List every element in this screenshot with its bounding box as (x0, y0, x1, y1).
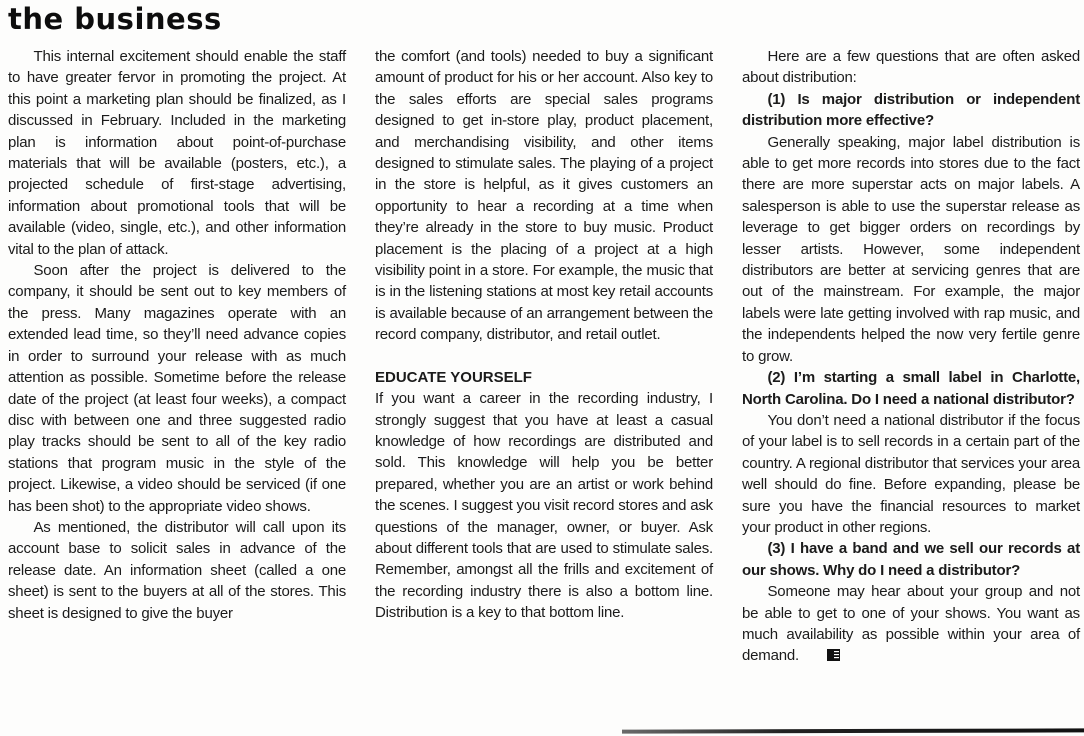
paragraph: If you want a career in the recording industry, I strongly suggest that you have at least a casual knowledge of how recordings are distributed and sold. This knowledge will help you be better prepared, whether you are an artist or work behind the scenes. I suggest you visit record stores and ask questions of the manager, owner, or buyer. Ask about different tools that are used to stimulate sales. Remember, amongst all the frills and excitement of the recording industry there is also a bottom line. Distribution is a key to that bottom line. (375, 390, 713, 622)
section-heading: EDUCATE YOURSELF (375, 368, 532, 386)
paragraph: Here are a few questions that are often asked about distribution: (742, 48, 1080, 87)
page-title: the business (8, 2, 222, 36)
article-columns (8, 46, 1078, 667)
answer-2: You don’t need a national distributor if the focus of your label is to sell records in a certain part of the country. A regional distributor that services your area well should do fine. Before expanding, please be sure you have the financial resources to market your product in other regions. (742, 411, 1080, 536)
question-1: (1) Is major distribution or independent distribution more effective? (742, 90, 1080, 130)
end-of-article-icon (802, 646, 815, 658)
paragraph: As mentioned, the distributor will call upon its account base to solicit sales in advance of the release date. An information sheet (called a one sheet) is sent to the buyers at all of the stores. This sheet is designed to give the buyer (8, 518, 346, 622)
column-3 (742, 46, 1080, 667)
answer-3-text: Someone may hear about your group and not be able to get to one of your shows. You want as much availability as possible within your area of demand. (742, 583, 1080, 665)
column-1 (8, 46, 346, 667)
paragraph: Soon after the project is delivered to the company, it should be sent out to key members of the press. Many magazines operate with an extended lead time, so they’ll need advance copies in order to surround your release with as much attention as possible. Sometime before the release date of the project (at least four weeks), a compact disc with between one and three suggested radio play tracks should be sent to all of the key radio stations that program music in the style of the project. Likewise, a video should be serviced (if one has been shot) to the appropriate video shows. (8, 262, 346, 515)
column-2 (375, 46, 713, 667)
bottom-rule (622, 728, 1084, 733)
answer-1: Generally speaking, major label distribution is able to get more records into stores due to the fact there are more superstar acts on major labels. A salesperson is able to use the superstar release as leverage to get bigger orders on recordings by lesser artists. However, some independent distributors are better at servicing genres that are out of the mainstream. For example, the major labels were late getting involved with rap music, and the independents helped the now very fertile genre to grow. (742, 133, 1080, 365)
paragraph: the comfort (and tools) needed to buy a significant amount of product for his or her account. Also key to the sales efforts are special sales programs designed to get in-store play, product placement, and merchandising visibility, and other items designed to stimulate sales. The playing of a project in the store is helpful, as it gives customers an opportunity to hear a recording at a time when they’re already in the store to buy music. Product placement is the placing of a project at a high visibility point in a store. For example, the music that is in the listening stations at most key retail accounts is available because of an arrangement between the record company, distributor, and retail outlet. (375, 48, 713, 344)
paragraph: This internal excitement should enable the staff to have greater fervor in promoting the project. At this point a marketing plan should be finalized, as I discussed in February. Included in the marketing plan is information about point-of-purchase materials that will be available (posters, etc.), a projected schedule of first-stage advertising, information about promotional tools that will be available (video, single, etc.), and other information vital to the plan of attack. (8, 48, 346, 258)
question-2: (2) I’m starting a small label in Charlotte, North Carolina. Do I need a national distributor? (742, 369, 1080, 408)
answer-3 (742, 581, 1080, 667)
question-3: (3) I have a band and we sell our records at our shows. Why do I need a distributor? (742, 540, 1080, 579)
